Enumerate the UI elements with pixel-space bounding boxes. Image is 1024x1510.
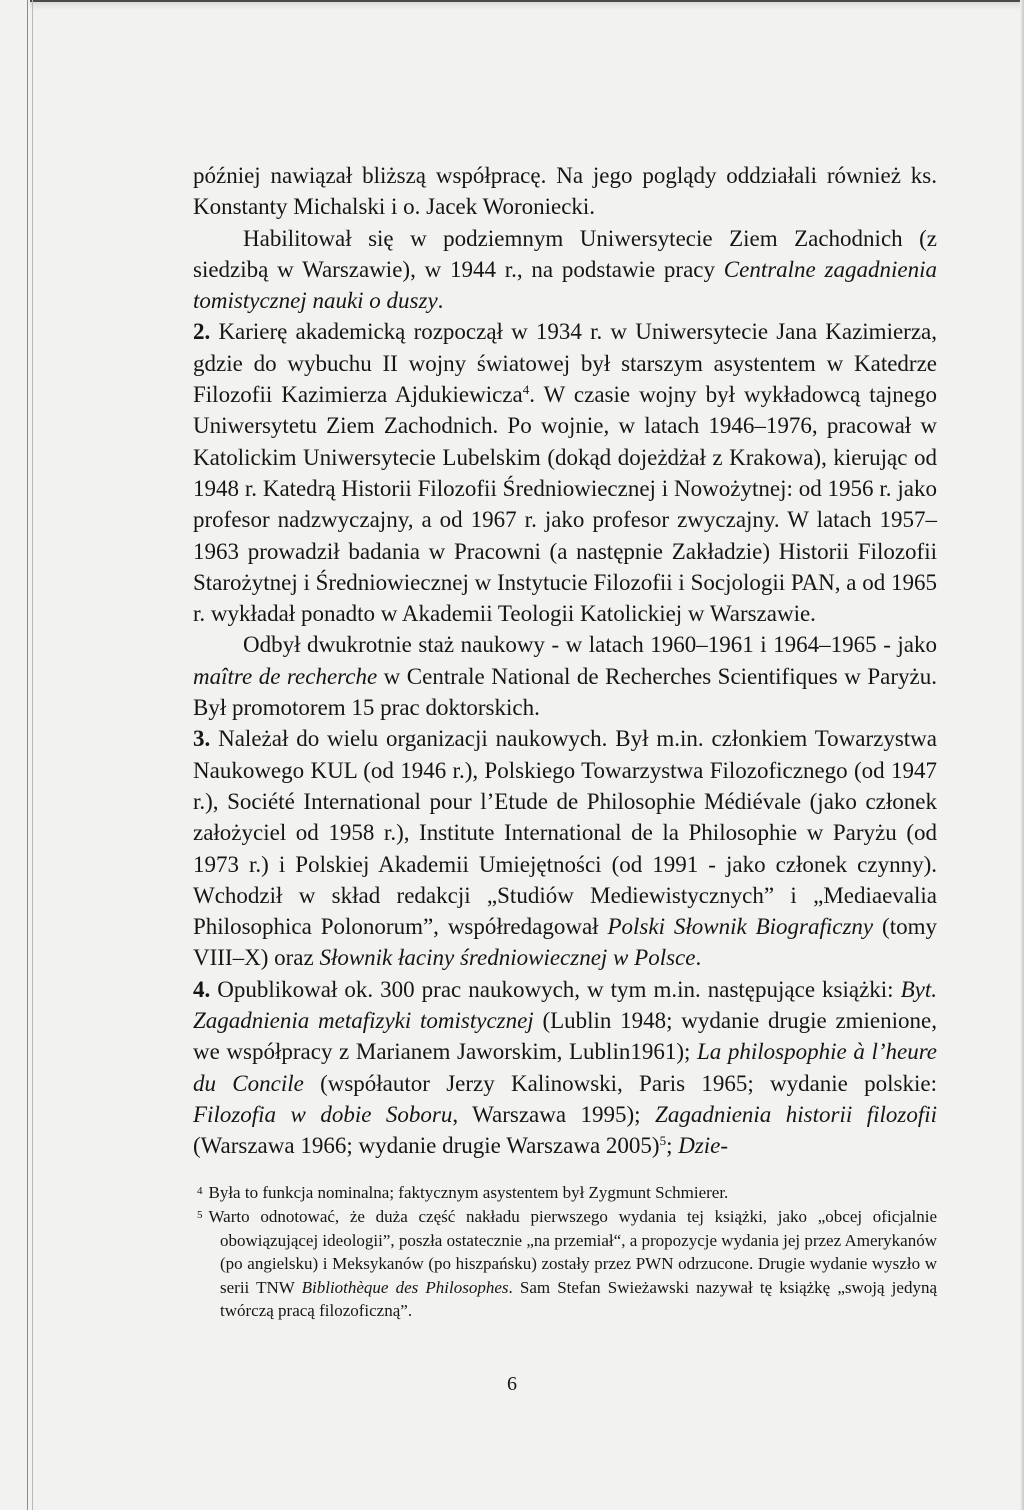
paragraph	[193, 629, 937, 723]
text-run: Habilitował się w podziemnym Uniwersytecie Ziem Zachodnich (z siedzibą w Warszawie), w 1944 r., na podstawie pracy	[193, 225, 937, 282]
paragraph	[193, 316, 937, 629]
scan-right-edge	[1020, 0, 1024, 1510]
italic-title: Bibliothèque des Philosophes	[301, 1277, 509, 1297]
page-number: 6	[507, 1373, 517, 1395]
text-run: (współautor Jerzy Kalinowski, Paris 1965; wydanie polskie:	[303, 1070, 937, 1096]
italic-title: Filozofia w dobie Soboru	[193, 1101, 453, 1127]
italic-title: Dzie-	[678, 1133, 729, 1159]
italic-title: Polski Słownik Biograficzny	[607, 914, 874, 940]
footnote-marker: 5	[197, 1209, 203, 1222]
text-run: (Lublin 1948; wydanie drugie zmienione, we współpracy z Marianem Jaworskim, Lublin1961);	[193, 1008, 937, 1065]
italic-title: Centralne zagadnienia tomistycznej nauki o duszy	[193, 256, 937, 314]
text-run: ;	[666, 1133, 679, 1159]
text-run: Karierę akademicką rozpoczął w 1934 r. w Uniwersytecie Jana Kazimierza, gdzie do wybuchu II wojny światowej był starszym asystentem w Katedrze Filozofii Kazimierza Ajdukiewicza	[193, 319, 937, 408]
section-number: 3.	[193, 726, 211, 752]
section-number: 2.	[193, 319, 211, 345]
scan-top-edge	[30, 0, 1024, 10]
scan-left-edge	[27, 0, 33, 1510]
page-content	[193, 160, 937, 1323]
text-run: (Warszawa 1966; wydanie drugie Warszawa 2005)	[193, 1133, 660, 1159]
text-run: , Warszawa 1995);	[452, 1101, 656, 1127]
paragraph	[193, 223, 937, 317]
footnotes	[193, 1180, 937, 1324]
text-run: (tomy VIII–X) oraz	[193, 914, 937, 971]
text-run: Opublikował ok. 300 prac naukowych, w tym m.in. następujące książki:	[217, 976, 901, 1002]
paragraph	[193, 723, 937, 973]
italic-title: maître de recherche	[193, 663, 378, 689]
italic-title: Zagadnienia historii filozofii	[655, 1101, 937, 1127]
text-run: Odbył dwukrotnie staż naukowy - w latach 1960–1961 i 1964–1965 - jako	[243, 632, 937, 658]
text-run: Była to funkcja nominalna; faktycznym asystentem był Zygmunt Schmierer.	[208, 1182, 729, 1202]
text-run: . Sam Stefan Swieżawski nazywał tę książkę „swoją jedyną twórczą pracą filozoficzną”.	[220, 1277, 937, 1321]
italic-title: Słownik łaciny średniowiecznej w Polsce	[319, 945, 696, 971]
footnote-reference: 5	[659, 1133, 667, 1149]
italic-title: La philospophie à l’heure du Concile	[193, 1039, 938, 1096]
footnote	[197, 1180, 937, 1205]
paragraph	[193, 974, 937, 1162]
text-run: . W czasie wojny był wykładowcą tajnego Uniwersytetu Ziem Zachodnich. Po wojnie, w latach 1946–1976, pracował w Katolickim Uniwersytecie Lubelskim (dokąd dojeżdżał z Krakowa), kierując od 1948 r. Katedrą Historii Filozofii Średniowiecznej i Nowożytnej: od 1956 r. jako profesor nadzwyczajny, a od 1967 r. jako profesor zwyczajny. W latach 1957–1963 prowadził badania w Pracowni (a następnie Zakładzie) Historii Filozofii Starożytnej i Średniowiecznej w Instytucie Filozofii i Socjologii PAN, a od 1965 r. wykładał ponadto w Akademii Teologii Katolickiej w Warszawie.	[193, 382, 937, 627]
text-run: .	[695, 945, 702, 971]
paragraph	[193, 160, 937, 223]
body-text	[193, 160, 937, 1162]
text-run: Należał do wielu organizacji naukowych. Był m.in. członkiem Towarzystwa Naukowego KUL (od 1946 r.), Polskiego Towarzystwa Filozoficznego (od 1947 r.), Société International pour l’Etude de Philosophie Médiévale (jako członek założyciel od 1958 r.), Institute International de la Philosophie w Paryżu (od 1973 r.) i Polskiej Akademii Umiejętności (od 1991 - jako członek czynny). Wchodził w skład redakcji „Studiów Mediewistycznych” i „Mediaevalia Philosophica Polonorum”, współredagował	[193, 726, 937, 940]
italic-title: Byt. Zagadnienia metafizyki tomistycznej	[193, 976, 937, 1034]
text-run: .	[437, 288, 444, 314]
footnote-reference: 4	[522, 382, 530, 398]
footnote-marker: 4	[197, 1184, 203, 1197]
text-run: Warto odnotować, że duża część nakładu pierwszego wydania tej książki, jako „obcej oficjalnie obowiązującej ideologii”, poszła ostatecznie „na przemiał“, a propozycje wydania jej przez Amerykanów (po angielsku) i Meksykanów (po hiszpańsku) zostały przez PWN odrzucone. Drugie wydanie wyszło w serii TNW	[208, 1207, 937, 1297]
text-run: później nawiązał bliższą współpracę. Na jego poglądy oddziałali również ks. Konstanty Michalski i o. Jacek Woroniecki.	[193, 163, 937, 220]
footnote	[197, 1204, 937, 1323]
section-number: 4.	[193, 976, 211, 1002]
text-run: w Centrale National de Recherches Scientifiques w Paryżu. Był promotorem 15 prac doktorskich.	[193, 663, 937, 721]
